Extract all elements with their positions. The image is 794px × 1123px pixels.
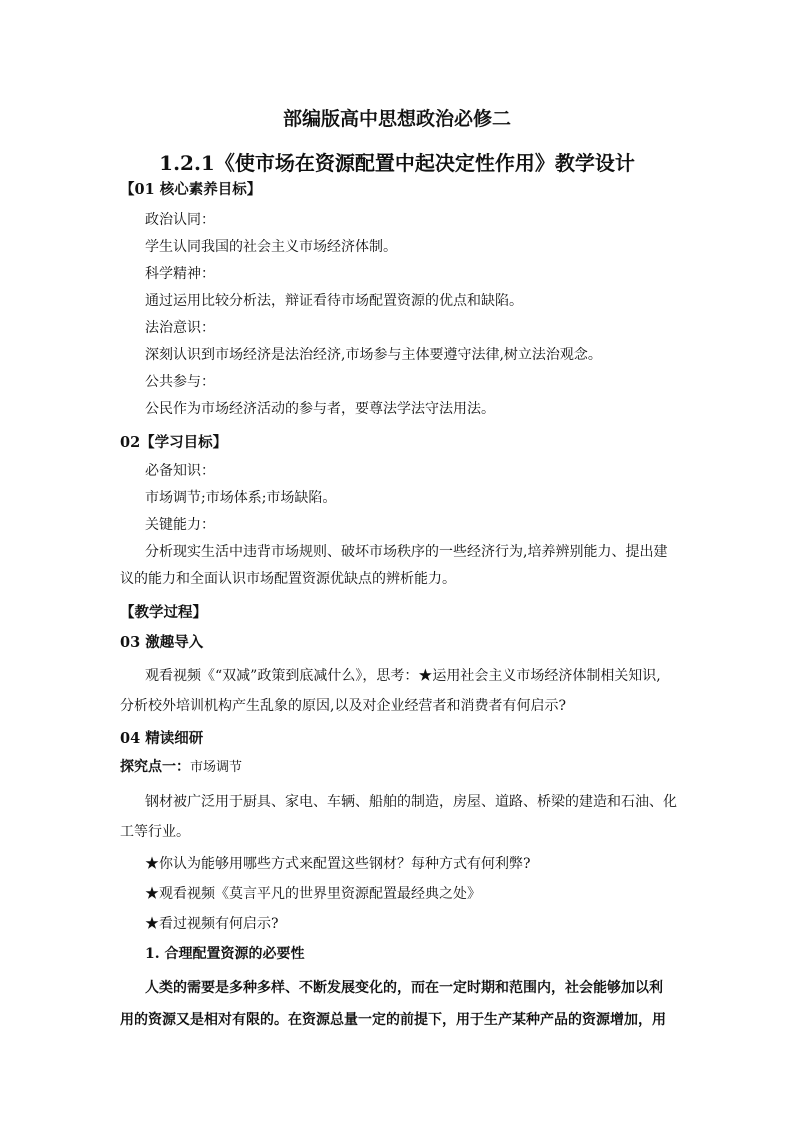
text-line: 科学精神： <box>145 266 215 282</box>
section-heading-intro: 03 激趣导入 <box>120 634 204 651</box>
question-line: ★你认为能够用哪些方式来配置这些钢材？每种方式有何利弊? <box>145 856 531 872</box>
text-line: 议的能力和全面认识市场配置资源优缺点的辨析能力。 <box>120 571 456 587</box>
section-heading-teaching-process: 【教学过程】 <box>120 604 207 621</box>
paragraph-line: 观看视频《“双减”政策到底减什么》，思考：★运用社会主义市场经济体制相关知识, <box>145 668 661 684</box>
text-line: 深刻认识到市场经济是法治经济,市场参与主体要遵守法律,树立法治观念。 <box>145 347 602 363</box>
explore-point-heading <box>120 757 242 778</box>
point-title: 1. 合理配置资源的必要性 <box>145 946 305 962</box>
question-line: ★看过视频有何启示? <box>145 916 279 932</box>
bold-paragraph-line: 人类的需要是多种多样、不断发展变化的，而在一定时期和范围内，社会能够加以利 <box>145 980 663 996</box>
document-title: 部编版高中思想政治必修二 <box>282 108 511 130</box>
document-subtitle: 1.2.1《使市场在资源配置中起决定性作用》教学设计 <box>159 151 635 175</box>
question-line: ★观看视频《莫言平凡的世界里资源配置最经典之处》 <box>145 886 481 902</box>
section-heading-core-literacy: 【01 核心素养目标】 <box>120 181 262 198</box>
text-line: 分析现实生活中违背市场规则、破坏市场秩序的一些经济行为,培养辨别能力、提出建 <box>145 544 668 560</box>
text-line: 公共参与： <box>145 374 215 390</box>
text-line: 必备知识： <box>145 463 215 479</box>
explore-topic: 市场调节 <box>190 760 243 775</box>
text-line: 公民作为市场经济活动的参与者，要尊法学法守法用法。 <box>145 401 495 417</box>
text-line: 法治意识： <box>145 320 215 336</box>
text-line: 关键能力： <box>145 517 215 533</box>
text-line: 市场调节;市场体系;市场缺陷。 <box>145 490 337 506</box>
bold-paragraph-line: 用的资源又是相对有限的。在资源总量一定的前提下，用于生产某种产品的资源增加，用 <box>120 1012 666 1028</box>
paragraph-line: 钢材被广泛用于厨具、家电、车辆、船舶的制造，房屋、道路、桥梁的建造和石油、化 <box>145 794 677 810</box>
section-heading-close-reading: 04 精读细研 <box>120 730 204 747</box>
section-heading-learning-goals: 02【学习目标】 <box>120 434 228 451</box>
explore-label: 探究点一： <box>120 759 190 775</box>
text-line: 政治认同： <box>145 212 215 228</box>
text-line: 学生认同我国的社会主义市场经济体制。 <box>145 239 397 255</box>
paragraph-line: 工等行业。 <box>120 824 190 840</box>
text-line: 通过运用比较分析法，辩证看待市场配置资源的优点和缺陷。 <box>145 293 523 309</box>
paragraph-line: 分析校外培训机构产生乱象的原因,以及对企业经营者和消费者有何启示? <box>120 698 566 714</box>
